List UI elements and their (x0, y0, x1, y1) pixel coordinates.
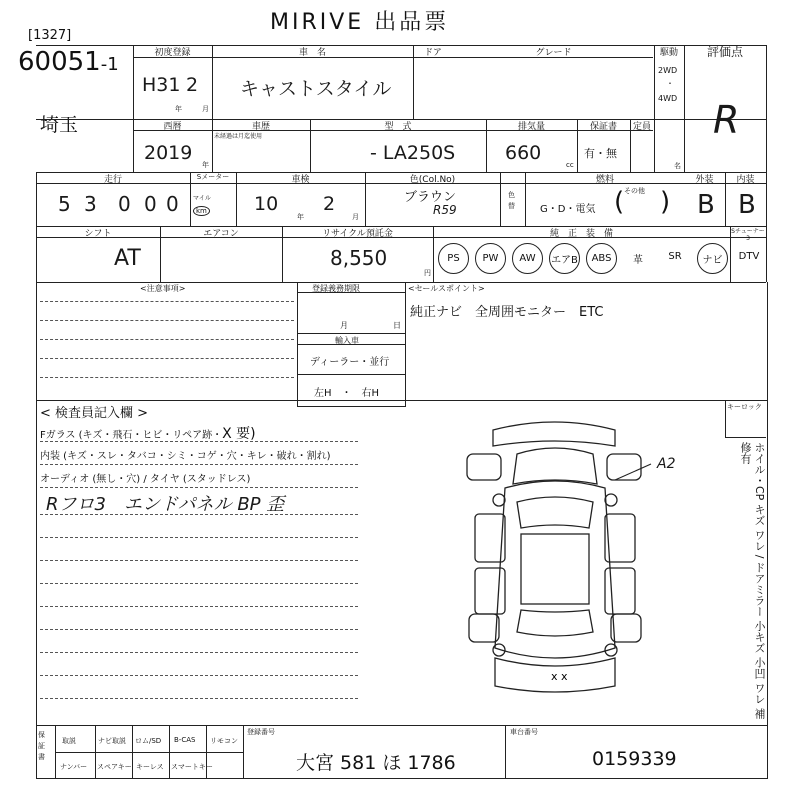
form-title: MIRIVE 出品票 (270, 10, 450, 35)
first-reg-month: 2 (186, 74, 199, 96)
label-color: 色(Col.No) (409, 175, 456, 185)
inspector-line2: 内装 (キズ・スレ・タバコ・シミ・コゲ・穴・キレ・破れ・割れ) (40, 451, 331, 462)
fuel-options: G・D・電気 (540, 204, 596, 215)
svg-text:x x: x x (551, 670, 568, 683)
label-drive: 駆動 (659, 48, 678, 58)
import-label: 輸入車 (335, 336, 359, 345)
vertical-note: ホイル・CP キズ ワレ / ドアミラー 小キズ 小凹 ワレ 補修有 (739, 442, 766, 719)
reg-month-unit: 月 (340, 321, 348, 330)
equip-abs: ABS (586, 243, 617, 274)
footer-navi-manual: ナビ取説 (98, 737, 126, 745)
label-grade: グレード (535, 48, 572, 58)
footer-keyless: キーレス (136, 763, 164, 771)
footer-rom-sd: ロム/SD (135, 737, 162, 745)
mileage-digit-4: 0 (144, 192, 157, 216)
label-recycle: リサイクル預託金 (322, 229, 393, 239)
label-year-model: 西暦 (163, 122, 182, 132)
footer-smart-key: スマートキー (171, 763, 213, 771)
reg-day-unit: 日 (393, 321, 401, 330)
car-name-value: キャストスタイル (240, 78, 392, 100)
label-displacement: 排気量 (517, 122, 545, 132)
exterior-grade: B (697, 190, 715, 220)
label-score: 評価点 (706, 45, 743, 59)
mileage-digit-1: 5 (58, 192, 71, 216)
label-interior: 内装 (736, 175, 755, 185)
drive-2wd: 2WD (658, 66, 678, 75)
model-year-value: 2019 (144, 142, 193, 164)
color-code: R59 (433, 203, 457, 217)
inspector-line3: オーディオ (無し・穴) / タイヤ (スタッドレス) (40, 474, 251, 485)
caution-label: <注意事項> (140, 284, 186, 293)
cc-unit: cc (566, 161, 574, 169)
label-s-meter: Sメーター (196, 173, 230, 181)
label-first-reg: 初度登録 (154, 48, 191, 58)
color-value: ブラウン (404, 190, 457, 205)
yen-unit: 円 (424, 269, 431, 277)
equip-sr: SR (668, 251, 682, 262)
label-fuel: 燃料 (595, 175, 614, 185)
warranty-value: 有・無 (584, 147, 617, 160)
shaken-year: 10 (254, 193, 279, 215)
score-value: R (713, 98, 740, 142)
plate-value: 大宮 581 ほ 1786 (296, 752, 456, 774)
label-car-name: 車 名 (298, 48, 326, 58)
label-exterior: 外装 (695, 175, 714, 185)
month-unit: 月 (202, 105, 209, 113)
label-model: 型 式 (384, 122, 412, 132)
equip-airbag: エアB (549, 243, 580, 274)
entry-suffix: -1 (100, 54, 119, 75)
label-equipment: 純 正 装 備 (549, 229, 613, 239)
handle-option: 左H ・ 右H (314, 388, 380, 399)
inspection-note: 未経過は月迄使用 (214, 133, 263, 140)
glass-mark: X 要) (222, 426, 256, 442)
footer-spare-key: スペアキー (97, 763, 132, 771)
equip-ps: PS (438, 243, 469, 274)
chassis-label: 車台番号 (510, 728, 538, 736)
footer-number: ナンバー (60, 763, 88, 771)
label-door: ドア (424, 48, 442, 58)
inspector-title: < 検査員記入欄 > (40, 406, 149, 421)
year-unit: 年 (175, 105, 182, 113)
sales-point-label: <セールスポイント> (408, 284, 485, 293)
glass-note: Fガラス (キズ・飛石・ヒビ・リペア跡・ (40, 430, 223, 441)
inspector-line1 (40, 423, 256, 443)
entry-number (18, 47, 119, 77)
color-side-label: 色替 (508, 191, 515, 210)
shaken-month: 2 (323, 193, 336, 215)
footer-side-label: 保証書 (38, 731, 45, 761)
first-reg-era-year: H31 (142, 74, 181, 96)
chassis-value: 0159339 (592, 748, 677, 770)
sales-points: 純正ナビ 全周囲モニター ETC (410, 305, 604, 320)
label-aircon: エアコン (203, 229, 239, 239)
equip-leather: 革 (633, 255, 643, 266)
footer-manual: 取説 (62, 737, 76, 745)
interior-grade: B (738, 190, 756, 220)
footer-bcas: B-CAS (174, 736, 196, 744)
label-inspection: 車歴 (251, 122, 270, 132)
region: 埼玉 (40, 114, 79, 136)
label-shift: シフト (84, 229, 112, 239)
shift-value: AT (114, 246, 141, 271)
label-shaken: 車検 (291, 175, 310, 185)
equip-navi: ナビ (697, 243, 728, 274)
fuel-other: その他 (624, 187, 645, 195)
label-s-tuner: Sチューナー3 (731, 228, 765, 242)
model-code: - LA250S (370, 142, 456, 164)
lot-number: [1327] (28, 28, 72, 43)
drive-dot: ・ (666, 79, 674, 88)
year-unit-2: 年 (202, 161, 209, 169)
label-warranty: 保証書 (589, 122, 617, 132)
reg-deadline-label: 登録義務期限 (312, 284, 360, 293)
diagram-mark-a2: A2 (657, 456, 676, 472)
equip-dtv: DTV (738, 251, 760, 262)
entry-number-value: 60051 (18, 47, 101, 77)
mile-unit: マイル (193, 195, 211, 202)
equip-aw: AW (512, 243, 543, 274)
plate-label: 登録番号 (247, 728, 275, 736)
shaken-year-unit: 年 (297, 213, 304, 221)
key-lock-label: キーロック (727, 403, 762, 411)
label-capacity: 定員 (632, 122, 651, 132)
dealer-option: ディーラー・並行 (310, 357, 390, 368)
mileage-digit-5: 0 (166, 192, 179, 216)
capacity-unit: 名 (674, 162, 681, 170)
inspector-handwritten: Rフロ3 エンドパネル BP 歪 (46, 494, 285, 515)
label-mileage: 走行 (103, 175, 122, 185)
footer-remote: リモコン (210, 737, 238, 745)
displacement-value: 660 (505, 142, 542, 164)
shaken-month-unit: 月 (352, 213, 359, 221)
mileage-digit-2: 3 (84, 192, 97, 216)
mileage-digit-3: 0 (118, 192, 131, 216)
drive-4wd: 4WD (658, 94, 678, 103)
km-unit: km (193, 206, 210, 216)
recycle-value: 8,550 (330, 246, 388, 270)
equip-pw: PW (475, 243, 506, 274)
